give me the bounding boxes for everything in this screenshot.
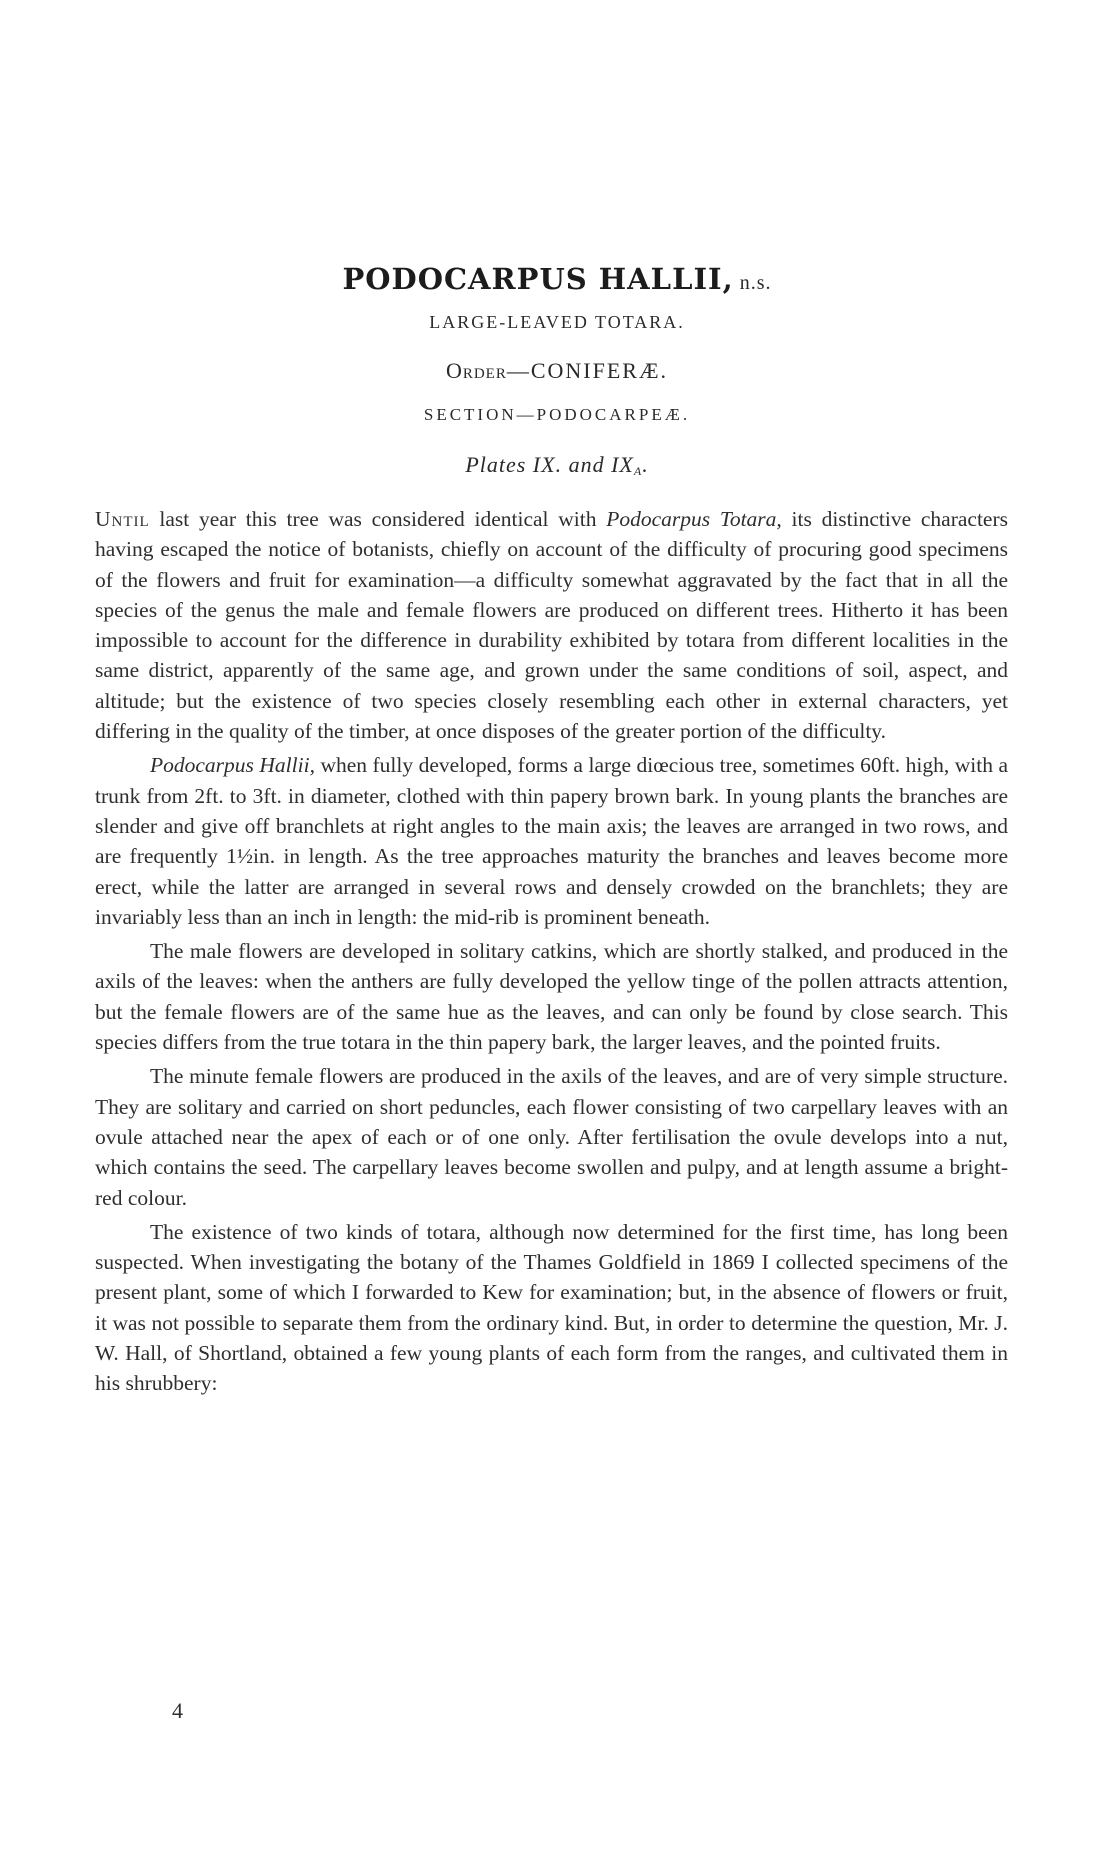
plates-text: Plates IX. and IX <box>465 452 634 477</box>
common-name: LARGE-LEAVED TOTARA. <box>429 312 685 332</box>
page-title <box>0 262 1114 296</box>
paragraph-text: The male flowers are developed in solitary catkins, which are shortly stalked, and produced in the axils of the leaves: when the anthers are fully developed the yellow tinge of the pollen attracts attention, but the female flowers are of the same hue as the leaves, and can only be found by close search. This species differs from the true totara in the thin papery bark, the larger leaves, and the pointed fruits. <box>95 939 1008 1055</box>
order-line <box>0 358 1114 384</box>
species-italic: Podocarpus Hallii, <box>150 753 315 778</box>
page-number: 4 <box>172 1698 183 1723</box>
body-text <box>95 504 1008 1403</box>
paragraph-3 <box>95 936 1008 1057</box>
new-species-abbreviation: n.s. <box>739 272 772 294</box>
paragraph-text: when fully developed, forms a large diœcious tree, sometimes 60ft. high, with a trunk from 2ft. to 3ft. in diameter, clothed with thin papery brown bark. In young plants the branches are slender and give off branchlets at right angles to the main axis; the leaves are arranged in two rows, and are frequently 1½in. in length. As the tree approaches maturity the branches and leaves become more erect, while the latter are arranged in several rows and densely crowded on the branchlets; they are invariably less than an inch in length: the mid-rib is prominent beneath. <box>95 753 1008 929</box>
plates-reference <box>0 452 1114 479</box>
order-value: —CONIFERÆ. <box>506 358 669 383</box>
paragraph-2 <box>95 750 1008 932</box>
paragraph-5 <box>95 1217 1008 1399</box>
paragraph-text: its distinctive characters having escaped the notice of botanists, chiefly on account of the difficulty of procuring good specimens of the flowers and fruit for examination—a difficulty somewhat aggravated by the fact that in all the species of the genus the male and female flowers are produced on different trees. Hitherto it has been impossible to account for the difference in durability exhibited by totara from different localities in the same district, apparently of the same age, and grown under the same conditions of soil, aspect, and altitude; but the existence of two species closely resembling each other in external characters, yet differing in the quality of the timber, at once disposes of the greater portion of the difficulty. <box>95 507 1008 744</box>
plates-end: . <box>642 452 649 477</box>
paragraph-1 <box>95 504 1008 746</box>
paragraph-lead: Until <box>95 507 150 531</box>
paragraph-text: last year this tree was considered identical with <box>149 507 607 531</box>
order-label: Order <box>445 358 507 383</box>
paragraph-text: The existence of two kinds of totara, although now determined for the first time, has long been suspected. When investigating the botany of the Thames Goldfield in 1869 I collected specimens of the present plant, some of which I forwarded to Kew for examination; but, in the absence of flowers or fruit, it was not possible to separate them from the ordinary kind. But, in order to determine the question, Mr. J. W. Hall, of Shortland, obtained a few young plants of each form from the ranges, and cultivated them in his shrubbery: <box>95 1219 1008 1396</box>
paragraph-text: The minute female flowers are produced in the axils of the leaves, and are of very simple structure. They are solitary and carried on short peduncles, each flower consisting of two carpellary leaves with an ovule attached near the apex of each or of one only. After fertilisation the ovule develops into a nut, which contains the seed. The carpellary leaves become swollen and pulpy, and at length assume a bright-red colour. <box>95 1064 1008 1210</box>
paragraph-4 <box>95 1061 1008 1212</box>
species-italic: Podocarpus Totara, <box>606 507 782 531</box>
plates-subscript: A <box>633 464 643 478</box>
species-name: PODOCARPUS HALLII, <box>342 262 734 296</box>
section-line: SECTION—PODOCARPEÆ. <box>423 405 691 424</box>
